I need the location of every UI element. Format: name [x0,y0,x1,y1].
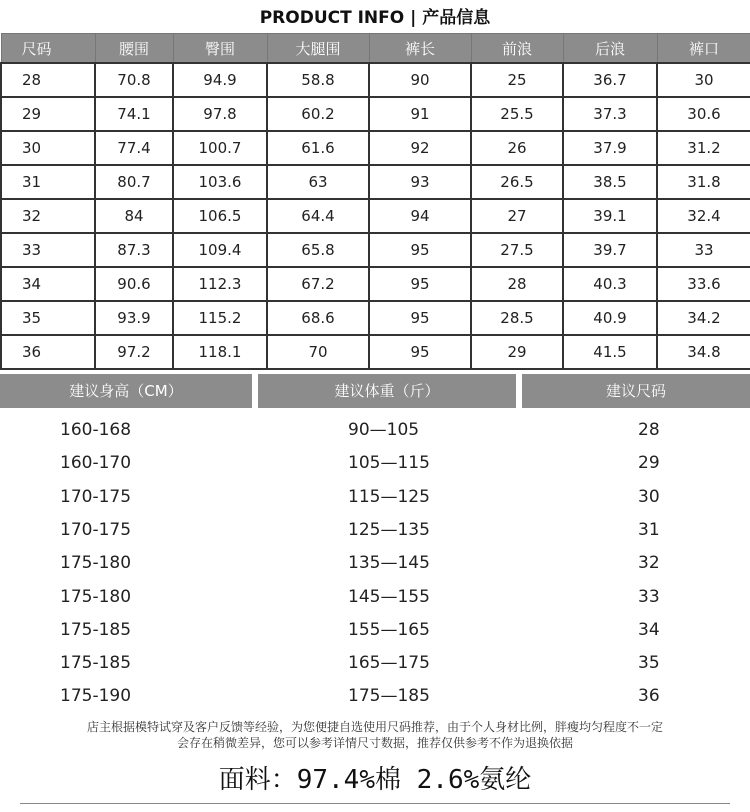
header-front-rise: 前浪 [471,34,563,64]
header-length: 裤长 [369,34,471,64]
list-item [0,447,750,480]
table-row [1,199,750,233]
list-item [0,414,750,447]
cell-hip: 100.7 [173,131,267,165]
recommend-header-weight: 建议体重（斤） [258,374,516,408]
recommend-height: 175-190 [60,686,132,707]
cell-hip: 115.2 [173,301,267,335]
cell-front-rise: 27 [471,199,563,233]
cell-thigh: 68.6 [267,301,369,335]
recommend-size: 33 [638,586,660,607]
cell-leg-opening: 34.8 [657,335,750,369]
cell-size: 31 [1,165,95,199]
cell-size: 33 [1,233,95,267]
recommend-size: 36 [638,686,660,707]
cell-length: 94 [369,199,471,233]
recommend-size: 32 [638,553,660,574]
list-item [0,614,750,647]
cell-length: 93 [369,165,471,199]
cell-thigh: 60.2 [267,97,369,131]
table-row [1,267,750,301]
cell-thigh: 65.8 [267,233,369,267]
bottom-divider [20,803,730,804]
cell-waist: 87.3 [95,233,173,267]
cell-size: 36 [1,335,95,369]
list-item [0,514,750,547]
cell-waist: 70.8 [95,63,173,97]
cell-hip: 94.9 [173,63,267,97]
list-item [0,680,750,713]
cell-thigh: 67.2 [267,267,369,301]
recommend-weight: 155—165 [348,619,430,640]
cell-waist: 90.6 [95,267,173,301]
header-back-rise: 后浪 [563,34,657,64]
cell-front-rise: 28 [471,267,563,301]
material-composition: 面料：97.4%棉 2.6%氨纶 [218,765,532,795]
recommend-height: 175-185 [60,619,132,640]
cell-length: 90 [369,63,471,97]
recommend-weight: 135—145 [348,553,430,574]
table-row [1,63,750,97]
header-hip: 臀围 [173,34,267,64]
header-leg-opening: 裤口 [657,34,750,64]
cell-thigh: 70 [267,335,369,369]
recommend-size: 34 [638,619,660,640]
table-row [1,97,750,131]
cell-back-rise: 40.9 [563,301,657,335]
table-row [1,335,750,369]
cell-back-rise: 38.5 [563,165,657,199]
cell-length: 95 [369,233,471,267]
recommend-weight: 165—175 [348,653,430,674]
cell-front-rise: 26.5 [471,165,563,199]
cell-front-rise: 26 [471,131,563,165]
cell-back-rise: 39.7 [563,233,657,267]
cell-waist: 80.7 [95,165,173,199]
cell-leg-opening: 30.6 [657,97,750,131]
size-chart-header-row [1,34,750,64]
recommend-size: 35 [638,653,660,674]
recommend-weight: 125—135 [348,519,430,540]
cell-front-rise: 25 [471,63,563,97]
cell-waist: 77.4 [95,131,173,165]
cell-size: 29 [1,97,95,131]
recommend-weight: 145—155 [348,586,430,607]
cell-front-rise: 27.5 [471,233,563,267]
recommend-height: 170-175 [60,486,132,507]
cell-hip: 103.6 [173,165,267,199]
cell-hip: 106.5 [173,199,267,233]
cell-leg-opening: 31.2 [657,131,750,165]
cell-waist: 84 [95,199,173,233]
cell-size: 35 [1,301,95,335]
cell-front-rise: 29 [471,335,563,369]
size-chart-table [0,33,750,370]
recommend-size: 28 [638,420,660,440]
table-row [1,131,750,165]
cell-size: 32 [1,199,95,233]
table-row [1,301,750,335]
recommend-header-size: 建议尺码 [522,374,750,408]
cell-size: 28 [1,63,95,97]
page-title: PRODUCT INFO | 产品信息 [259,8,491,28]
recommend-height: 175-185 [60,653,132,674]
cell-length: 95 [369,301,471,335]
cell-size: 34 [1,267,95,301]
cell-thigh: 61.6 [267,131,369,165]
recommend-size: 31 [638,519,660,540]
cell-hip: 118.1 [173,335,267,369]
cell-back-rise: 41.5 [563,335,657,369]
cell-waist: 74.1 [95,97,173,131]
list-item [0,581,750,614]
recommend-height: 175-180 [60,553,132,574]
cell-back-rise: 39.1 [563,199,657,233]
recommend-height: 170-175 [60,519,132,540]
cell-leg-opening: 33.6 [657,267,750,301]
recommend-height: 175-180 [60,586,132,607]
recommend-weight: 90—105 [348,420,420,440]
cell-waist: 93.9 [95,301,173,335]
recommend-weight: 105—115 [348,453,430,474]
cell-front-rise: 28.5 [471,301,563,335]
cell-back-rise: 37.3 [563,97,657,131]
cell-hip: 112.3 [173,267,267,301]
list-item [0,547,750,580]
size-note-line-2: 会存在稍微差异，您可以参考详情尺寸数据，推荐仅供参考不作为退换依据 [176,736,573,750]
table-row [1,233,750,267]
recommend-weight: 115—125 [348,486,430,507]
cell-back-rise: 36.7 [563,63,657,97]
cell-length: 92 [369,131,471,165]
cell-back-rise: 37.9 [563,131,657,165]
cell-hip: 109.4 [173,233,267,267]
cell-leg-opening: 30 [657,63,750,97]
size-note-line-1: 店主根据模特试穿及客户反馈等经验，为您便捷自选使用尺码推荐，由于个人身材比例，胖瘦均匀程度不一定 [86,720,663,734]
cell-hip: 97.8 [173,97,267,131]
cell-front-rise: 25.5 [471,97,563,131]
recommend-height: 160-168 [60,420,132,440]
cell-leg-opening: 34.2 [657,301,750,335]
cell-waist: 97.2 [95,335,173,369]
cell-leg-opening: 31.8 [657,165,750,199]
cell-length: 95 [369,335,471,369]
cell-thigh: 64.4 [267,199,369,233]
recommend-weight: 175—185 [348,686,430,707]
cell-length: 95 [369,267,471,301]
header-waist: 腰围 [95,34,173,64]
recommend-size: 30 [638,486,660,507]
list-item [0,647,750,680]
recommend-height: 160-170 [60,453,132,474]
cell-size: 30 [1,131,95,165]
header-thigh: 大腿围 [267,34,369,64]
cell-leg-opening: 33 [657,233,750,267]
cell-length: 91 [369,97,471,131]
cell-thigh: 58.8 [267,63,369,97]
table-row [1,165,750,199]
cell-leg-opening: 32.4 [657,199,750,233]
cell-back-rise: 40.3 [563,267,657,301]
header-size: 尺码 [1,34,95,64]
recommend-header-height: 建议身高（CM） [0,374,252,408]
cell-thigh: 63 [267,165,369,199]
list-item [0,481,750,514]
recommend-size: 29 [638,453,660,474]
